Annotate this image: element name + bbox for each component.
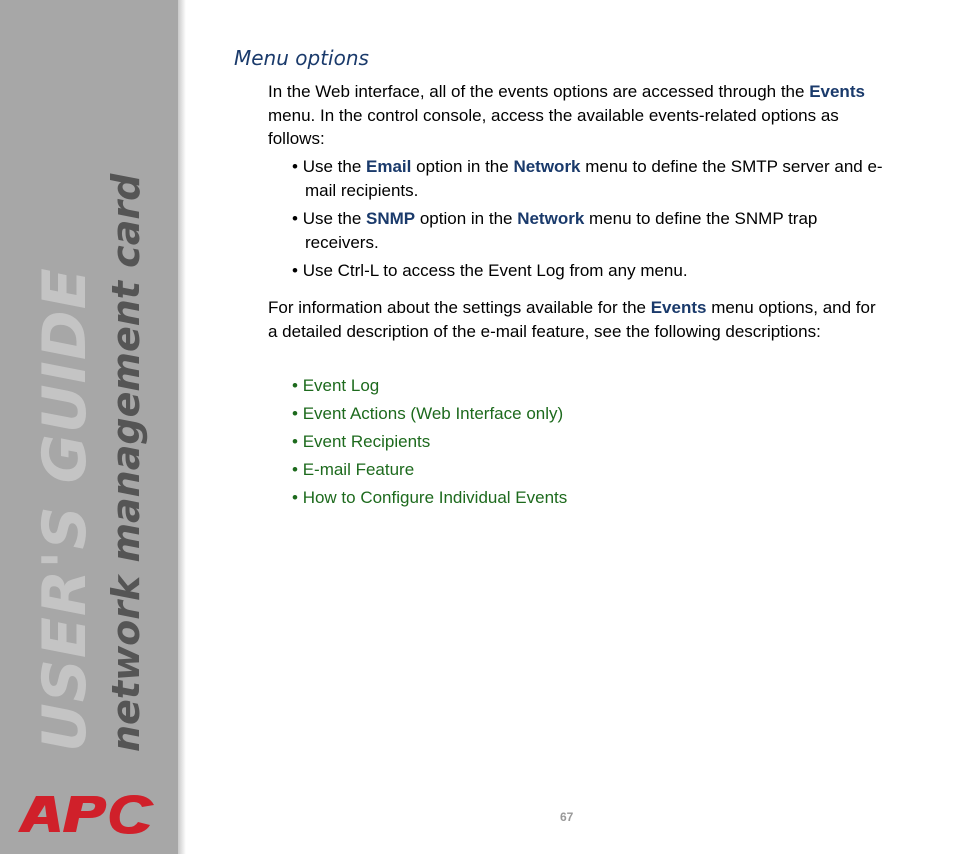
bullet-text: menu to define the SMTP server and e-mail recipients. bbox=[305, 157, 883, 200]
link-event-recipients[interactable]: • Event Recipients bbox=[292, 432, 431, 451]
sidebar-shadow bbox=[178, 0, 186, 854]
link-email-feature[interactable]: • E-mail Feature bbox=[292, 460, 415, 479]
link-label[interactable]: How to Configure Individual Events bbox=[302, 488, 568, 507]
section-heading: Menu options bbox=[234, 46, 369, 70]
bullet-text: option in the bbox=[411, 157, 514, 176]
bullet-email: • Use the Email option in the Network menu to define the SMTP server and e-mail recipients. bbox=[292, 157, 883, 200]
intro-paragraph bbox=[268, 80, 878, 151]
events-menu-term: Events bbox=[650, 298, 707, 317]
link-event-actions[interactable]: • Event Actions (Web Interface only) bbox=[292, 404, 564, 423]
link-label[interactable]: Event Log bbox=[302, 376, 380, 395]
network-management-card-title: network management card bbox=[104, 173, 148, 752]
page-number: 67 bbox=[560, 810, 574, 824]
snmp-option-term: SNMP bbox=[366, 209, 416, 228]
info-text-2: menu options, and for a detailed description of the e-mail feature, see the following descriptions: bbox=[268, 298, 876, 341]
intro-text-1: In the Web interface, all of the events options are accessed through the bbox=[268, 82, 810, 101]
bullet-text: Use the bbox=[302, 157, 366, 176]
network-menu-term: Network bbox=[513, 157, 581, 176]
events-menu-term: Events bbox=[809, 82, 865, 101]
link-configure-events[interactable]: • How to Configure Individual Events bbox=[292, 488, 568, 507]
network-menu-term: Network bbox=[517, 209, 585, 228]
info-text-1: For information about the settings available for the bbox=[268, 298, 651, 317]
bullet-text: option in the bbox=[415, 209, 518, 228]
link-label[interactable]: Event Actions (Web Interface only) bbox=[302, 404, 564, 423]
bullet-text: Use Ctrl-L to access the Event Log from any menu. bbox=[302, 261, 688, 280]
info-paragraph bbox=[268, 296, 878, 343]
link-label[interactable]: Event Recipients bbox=[302, 432, 431, 451]
bullet-ctrl-l: • Use Ctrl-L to access the Event Log from any menu. bbox=[292, 261, 688, 280]
apc-logo bbox=[16, 794, 158, 836]
bullet-text: Use the bbox=[302, 209, 366, 228]
bullet-snmp: • Use the SNMP option in the Network menu to define the SNMP trap receivers. bbox=[292, 209, 818, 252]
link-label[interactable]: E-mail Feature bbox=[302, 460, 415, 479]
email-option-term: Email bbox=[366, 157, 412, 176]
users-guide-title: USER'S GUIDE bbox=[30, 267, 100, 752]
intro-text-2: menu. In the control console, access the available events-related options as follows: bbox=[268, 105, 839, 148]
bullet-text: menu to define the SNMP trap receivers. bbox=[305, 209, 818, 252]
link-event-log[interactable]: • Event Log bbox=[292, 376, 380, 395]
